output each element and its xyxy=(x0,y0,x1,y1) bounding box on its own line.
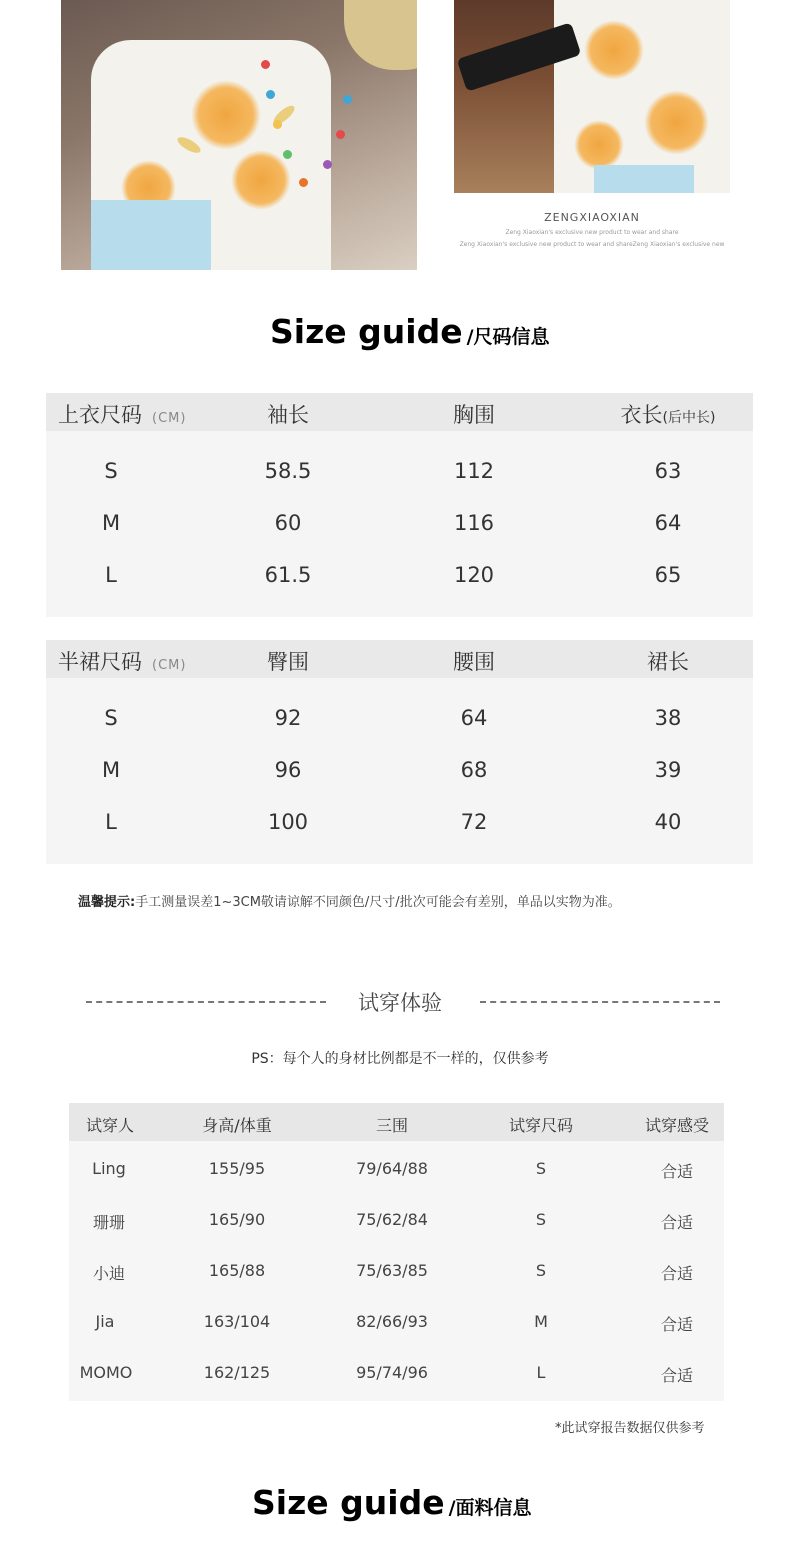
size-cell: L xyxy=(105,810,117,834)
table-row xyxy=(46,549,753,601)
blue-skirt xyxy=(594,165,694,193)
necklace-bead xyxy=(283,150,292,159)
table-header xyxy=(46,393,753,431)
header-length-note: (后中长) xyxy=(662,410,716,426)
length-cell: 65 xyxy=(654,563,682,587)
waist-cell: 72 xyxy=(460,810,488,834)
tried-size-cell: S xyxy=(535,1159,547,1178)
brand-tagline: Zeng Xiaoxian's exclusive new product to wear and shareZeng Xiaoxian's exclusive new xyxy=(459,241,725,248)
skirt-length-cell: 38 xyxy=(654,706,682,730)
height-weight-cell: 163/104 xyxy=(203,1312,271,1331)
flower-print xyxy=(231,150,291,210)
table-row xyxy=(69,1192,724,1243)
top-size-table xyxy=(46,393,753,617)
header-label-text: 上衣尺码 xyxy=(58,403,142,427)
tester-name: Ling xyxy=(92,1159,126,1178)
size-guide-title xyxy=(270,312,550,351)
table-row xyxy=(46,796,753,848)
header-label-text: 半裙尺码 xyxy=(58,650,142,674)
tryon-footnote: *此试穿报告数据仅供参考 xyxy=(555,1421,705,1436)
straw-hat xyxy=(344,0,417,70)
table-row xyxy=(69,1141,724,1192)
fabric-guide-title xyxy=(252,1483,532,1522)
height-weight-cell: 155/95 xyxy=(208,1159,266,1178)
header-tester: 试穿人 xyxy=(85,1116,135,1135)
header-height-weight: 身高/体重 xyxy=(202,1116,272,1135)
tester-name: MOMO xyxy=(79,1363,133,1382)
height-weight-cell: 165/88 xyxy=(208,1261,266,1280)
tester-name: 小迪 xyxy=(92,1264,126,1283)
notice-text: 手工测量误差1~3CM敬请谅解不同颜色/尺寸/批次可能会有差别，单品以实物为准。 xyxy=(135,895,621,910)
header-unit: (CM) xyxy=(152,411,187,426)
flower-print xyxy=(584,20,644,80)
flower-print xyxy=(574,120,624,170)
sleeve-cell: 61.5 xyxy=(264,563,312,587)
measurements-cell: 82/66/93 xyxy=(356,1312,428,1331)
size-cell: L xyxy=(105,563,117,587)
table-header xyxy=(46,640,753,678)
height-weight-cell: 162/125 xyxy=(203,1363,271,1382)
size-cell: M xyxy=(101,511,121,535)
necklace-bead xyxy=(273,120,282,129)
header-length-text: 衣长 xyxy=(620,403,663,427)
header-size-label xyxy=(58,399,186,429)
hip-cell: 100 xyxy=(267,810,309,834)
necklace-bead xyxy=(261,60,270,69)
tester-name: Jia xyxy=(95,1312,115,1331)
table-row xyxy=(69,1243,724,1294)
header-hip: 臀围 xyxy=(267,650,309,674)
brand-tagline: Zeng Xiaoxian's exclusive new product to wear and share xyxy=(505,229,679,236)
header-sleeve: 袖长 xyxy=(267,403,309,427)
measurement-notice xyxy=(78,891,621,910)
header-size-label xyxy=(58,646,186,676)
header-length xyxy=(621,399,716,429)
sleeve-cell: 60 xyxy=(274,511,302,535)
flower-print xyxy=(191,80,261,150)
size-cell: S xyxy=(104,459,118,483)
length-cell: 64 xyxy=(654,511,682,535)
skirt-size-table xyxy=(46,640,753,864)
flower-print xyxy=(644,90,709,155)
size-guide-title-en: Size guide xyxy=(270,312,463,351)
fit-cell: 合适 xyxy=(660,1213,694,1232)
tried-size-cell: S xyxy=(535,1210,547,1229)
necklace-bead xyxy=(323,160,332,169)
fit-cell: 合适 xyxy=(660,1162,694,1181)
header-tried-size: 试穿尺码 xyxy=(508,1116,574,1135)
tester-name: 珊珊 xyxy=(92,1213,126,1232)
notice-label: 温馨提示: xyxy=(78,895,136,910)
necklace-bead xyxy=(299,178,308,187)
table-row xyxy=(69,1345,724,1396)
skirt-length-cell: 40 xyxy=(654,810,682,834)
table-row xyxy=(69,1294,724,1345)
tryon-ps-note: PS：每个人的身材比例都是不一样的，仅供参考 xyxy=(251,1051,549,1067)
necklace-bead xyxy=(343,95,352,104)
measurements-cell: 75/63/85 xyxy=(356,1261,428,1280)
tried-size-cell: M xyxy=(534,1312,548,1331)
height-weight-cell: 165/90 xyxy=(208,1210,266,1229)
table-row xyxy=(46,445,753,497)
header-measurements: 三围 xyxy=(375,1116,409,1135)
tryon-table xyxy=(69,1103,724,1401)
table-row xyxy=(46,692,753,744)
header-fit: 试穿感受 xyxy=(644,1116,710,1135)
table-header xyxy=(69,1103,724,1141)
dashed-divider xyxy=(480,1001,720,1003)
tried-size-cell: S xyxy=(535,1261,547,1280)
header-waist: 腰围 xyxy=(453,650,495,674)
size-cell: M xyxy=(101,758,121,782)
header-unit: (CM) xyxy=(152,658,187,673)
waist-cell: 64 xyxy=(460,706,488,730)
measurements-cell: 79/64/88 xyxy=(356,1159,428,1178)
necklace-bead xyxy=(266,90,275,99)
fabric-guide-title-cn: /面料信息 xyxy=(448,1497,532,1519)
model-photo-right xyxy=(454,0,730,193)
blue-skirt xyxy=(91,200,211,270)
hip-cell: 96 xyxy=(274,758,302,782)
tryon-title: 试穿体验 xyxy=(358,991,442,1015)
measurements-cell: 75/62/84 xyxy=(356,1210,428,1229)
fit-cell: 合适 xyxy=(660,1264,694,1283)
length-cell: 63 xyxy=(654,459,682,483)
size-guide-title-cn: /尺码信息 xyxy=(466,326,550,348)
skirt-length-cell: 39 xyxy=(654,758,682,782)
hip-cell: 92 xyxy=(274,706,302,730)
table-row xyxy=(46,744,753,796)
necklace-bead xyxy=(336,130,345,139)
chest-cell: 120 xyxy=(453,563,495,587)
table-row xyxy=(46,497,753,549)
sleeve-cell: 58.5 xyxy=(264,459,312,483)
chest-cell: 112 xyxy=(453,459,495,483)
size-cell: S xyxy=(104,706,118,730)
header-skirt-length: 裙长 xyxy=(647,650,689,674)
measurements-cell: 95/74/96 xyxy=(356,1363,428,1382)
fit-cell: 合适 xyxy=(660,1366,694,1385)
waist-cell: 68 xyxy=(460,758,488,782)
tried-size-cell: L xyxy=(536,1363,546,1382)
model-photo-left xyxy=(61,0,417,270)
brand-name: ZENGXIAOXIAN xyxy=(544,211,640,224)
fabric-guide-title-en: Size guide xyxy=(252,1483,445,1522)
header-chest: 胸围 xyxy=(453,403,495,427)
fit-cell: 合适 xyxy=(660,1315,694,1334)
chest-cell: 116 xyxy=(453,511,495,535)
